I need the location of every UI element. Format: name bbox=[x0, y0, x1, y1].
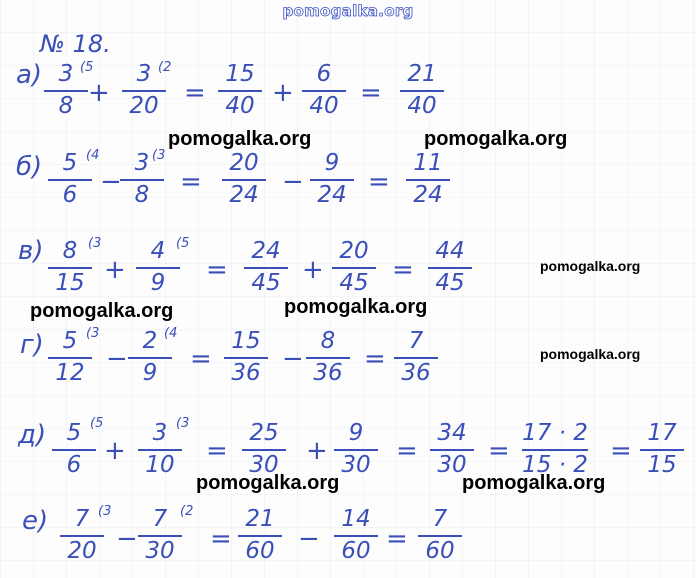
operator: = bbox=[368, 167, 390, 197]
operator: = bbox=[610, 436, 632, 466]
denominator: 36 bbox=[231, 360, 261, 386]
multiplier-note: (5 bbox=[80, 60, 94, 75]
fraction bbox=[330, 422, 382, 479]
numerator: 15 bbox=[225, 61, 255, 87]
numerator: 20 bbox=[339, 238, 369, 264]
watermark: pomogalka.org bbox=[284, 296, 428, 318]
fraction-bar bbox=[244, 267, 288, 269]
fraction bbox=[390, 330, 442, 387]
numerator: 4 bbox=[150, 238, 166, 264]
row-letter: е) bbox=[22, 506, 49, 536]
fraction bbox=[298, 63, 350, 120]
fraction-bar bbox=[60, 535, 104, 537]
operator: = bbox=[180, 167, 202, 197]
watermark: pomogalka.org bbox=[540, 346, 641, 362]
denominator: 45 bbox=[339, 270, 369, 296]
denominator: 24 bbox=[317, 182, 347, 208]
multiplier-note: (4 bbox=[164, 326, 178, 341]
fraction-bar bbox=[48, 357, 92, 359]
fraction bbox=[238, 422, 290, 479]
operator: = bbox=[386, 524, 408, 554]
numerator: 5 bbox=[62, 150, 78, 176]
fraction bbox=[134, 508, 186, 565]
denominator: 30 bbox=[437, 452, 467, 478]
denominator: 8 bbox=[134, 182, 150, 208]
fraction-bar bbox=[128, 357, 172, 359]
row-letter: г) bbox=[20, 330, 44, 360]
denominator: 40 bbox=[309, 93, 339, 119]
denominator: 6 bbox=[66, 452, 82, 478]
denominator: 15 bbox=[647, 452, 677, 478]
watermark: pomogalka.org bbox=[424, 128, 568, 150]
fraction bbox=[306, 152, 358, 209]
fraction-bar bbox=[44, 90, 88, 92]
operator: − bbox=[282, 167, 304, 197]
operator: − bbox=[298, 524, 320, 554]
denominator: 20 bbox=[67, 538, 97, 564]
multiplier-note: (3 bbox=[176, 416, 190, 431]
numerator: 17 bbox=[647, 420, 677, 446]
fraction-bar bbox=[48, 267, 92, 269]
fraction-bar bbox=[222, 179, 266, 181]
numerator: 15 bbox=[231, 328, 261, 354]
denominator: 9 bbox=[142, 360, 158, 386]
numerator: 34 bbox=[437, 420, 467, 446]
denominator: 45 bbox=[435, 270, 465, 296]
fraction-bar bbox=[400, 90, 444, 92]
denominator: 40 bbox=[225, 93, 255, 119]
watermark: pomogalka.org bbox=[196, 472, 340, 494]
fraction-bar bbox=[334, 535, 378, 537]
fraction-bar bbox=[394, 357, 438, 359]
fraction-bar bbox=[238, 535, 282, 537]
numerator: 7 bbox=[432, 506, 448, 532]
numerator: 9 bbox=[324, 150, 340, 176]
fraction bbox=[518, 422, 592, 479]
denominator: 30 bbox=[249, 452, 279, 478]
numerator: 11 bbox=[413, 150, 443, 176]
denominator: 36 bbox=[313, 360, 343, 386]
fraction bbox=[214, 63, 266, 120]
numerator: 20 bbox=[229, 150, 259, 176]
numerator: 14 bbox=[341, 506, 371, 532]
fraction-bar bbox=[242, 449, 286, 451]
denominator: 10 bbox=[145, 452, 175, 478]
denominator: 15 · 2 bbox=[522, 452, 588, 478]
multiplier-note: (3 bbox=[98, 504, 112, 519]
numerator: 7 bbox=[152, 506, 168, 532]
operator: = bbox=[190, 344, 212, 374]
operator: + bbox=[88, 78, 110, 108]
multiplier-note: (2 bbox=[180, 504, 194, 519]
operator: + bbox=[104, 436, 126, 466]
multiplier-note: (5 bbox=[176, 236, 190, 251]
numerator: 2 bbox=[142, 328, 158, 354]
fraction-bar bbox=[48, 179, 92, 181]
numerator: 8 bbox=[320, 328, 336, 354]
fraction-bar bbox=[138, 535, 182, 537]
operator: = bbox=[210, 524, 232, 554]
operator: + bbox=[272, 78, 294, 108]
fraction-bar bbox=[52, 449, 96, 451]
numerator: 44 bbox=[435, 238, 465, 264]
fraction-bar bbox=[138, 449, 182, 451]
numerator: 24 bbox=[251, 238, 281, 264]
operator: = bbox=[360, 78, 382, 108]
denominator: 15 bbox=[55, 270, 85, 296]
fraction bbox=[218, 152, 270, 209]
fraction bbox=[234, 508, 286, 565]
watermark: pomogalka.org bbox=[540, 258, 641, 274]
fraction bbox=[426, 422, 478, 479]
numerator: 7 bbox=[408, 328, 424, 354]
fraction-bar bbox=[428, 267, 472, 269]
fraction-bar bbox=[332, 267, 376, 269]
denominator: 60 bbox=[245, 538, 275, 564]
denominator: 60 bbox=[341, 538, 371, 564]
fraction bbox=[220, 330, 272, 387]
multiplier-note: (3 bbox=[88, 236, 102, 251]
numerator: 21 bbox=[245, 506, 275, 532]
fraction-bar bbox=[334, 449, 378, 451]
numerator: 8 bbox=[62, 238, 78, 264]
operator: + bbox=[306, 436, 328, 466]
denominator: 45 bbox=[251, 270, 281, 296]
fraction-bar bbox=[136, 267, 180, 269]
denominator: 8 bbox=[58, 93, 74, 119]
row-letter: в) bbox=[18, 236, 44, 266]
fraction-bar bbox=[430, 449, 474, 451]
multiplier-note: (3 bbox=[86, 326, 100, 341]
operator: + bbox=[302, 255, 324, 285]
numerator: 3 bbox=[136, 61, 152, 87]
denominator: 60 bbox=[425, 538, 455, 564]
fraction-bar bbox=[218, 90, 262, 92]
operator: − bbox=[116, 524, 138, 554]
multiplier-note: (2 bbox=[158, 60, 172, 75]
fraction-bar bbox=[640, 449, 684, 451]
denominator: 30 bbox=[145, 538, 175, 564]
operator: = bbox=[184, 78, 206, 108]
watermark: pomogalka.org bbox=[30, 300, 174, 322]
fraction bbox=[330, 508, 382, 565]
fraction-bar bbox=[122, 90, 166, 92]
fraction bbox=[636, 422, 688, 479]
numerator: 6 bbox=[316, 61, 332, 87]
numerator: 9 bbox=[348, 420, 364, 446]
operator: = bbox=[488, 436, 510, 466]
row-letter: д) bbox=[18, 420, 47, 450]
numerator: 3 bbox=[134, 150, 150, 176]
multiplier-note: (5 bbox=[90, 416, 104, 431]
fraction bbox=[302, 330, 354, 387]
denominator: 12 bbox=[55, 360, 85, 386]
watermark: pomogalka.org bbox=[168, 128, 312, 150]
numerator: 17 · 2 bbox=[522, 420, 588, 446]
numerator: 5 bbox=[66, 420, 82, 446]
operator: − bbox=[106, 344, 128, 374]
row-letter: б) bbox=[16, 152, 43, 182]
numerator: 25 bbox=[249, 420, 279, 446]
row-letter: а) bbox=[16, 60, 43, 90]
fraction bbox=[328, 240, 380, 297]
denominator: 30 bbox=[341, 452, 371, 478]
denominator: 6 bbox=[62, 182, 78, 208]
fraction bbox=[414, 508, 466, 565]
watermark: pomogalka.org bbox=[462, 472, 606, 494]
operator: + bbox=[104, 255, 126, 285]
fraction bbox=[424, 240, 476, 297]
operator: − bbox=[282, 344, 304, 374]
site-header: pomogalka.org bbox=[282, 2, 414, 20]
fraction-bar bbox=[522, 449, 588, 451]
operator: = bbox=[392, 255, 414, 285]
problem-number: № 18. bbox=[40, 30, 111, 58]
numerator: 7 bbox=[74, 506, 90, 532]
fraction-bar bbox=[120, 179, 164, 181]
fraction-bar bbox=[224, 357, 268, 359]
operator: = bbox=[396, 436, 418, 466]
numerator: 3 bbox=[152, 420, 168, 446]
fraction-bar bbox=[310, 179, 354, 181]
denominator: 24 bbox=[413, 182, 443, 208]
operator: = bbox=[364, 344, 386, 374]
fraction bbox=[402, 152, 454, 209]
denominator: 36 bbox=[401, 360, 431, 386]
multiplier-note: (3 bbox=[152, 148, 166, 163]
denominator: 20 bbox=[129, 93, 159, 119]
denominator: 9 bbox=[150, 270, 166, 296]
operator: = bbox=[206, 255, 228, 285]
fraction-bar bbox=[302, 90, 346, 92]
fraction bbox=[240, 240, 292, 297]
fraction-bar bbox=[306, 357, 350, 359]
multiplier-note: (4 bbox=[86, 148, 100, 163]
fraction bbox=[396, 63, 448, 120]
fraction-bar bbox=[406, 179, 450, 181]
denominator: 40 bbox=[407, 93, 437, 119]
operator: − bbox=[100, 167, 122, 197]
fraction-bar bbox=[418, 535, 462, 537]
operator: = bbox=[206, 436, 228, 466]
numerator: 3 bbox=[58, 61, 74, 87]
denominator: 24 bbox=[229, 182, 259, 208]
numerator: 21 bbox=[407, 61, 437, 87]
numerator: 5 bbox=[62, 328, 78, 354]
